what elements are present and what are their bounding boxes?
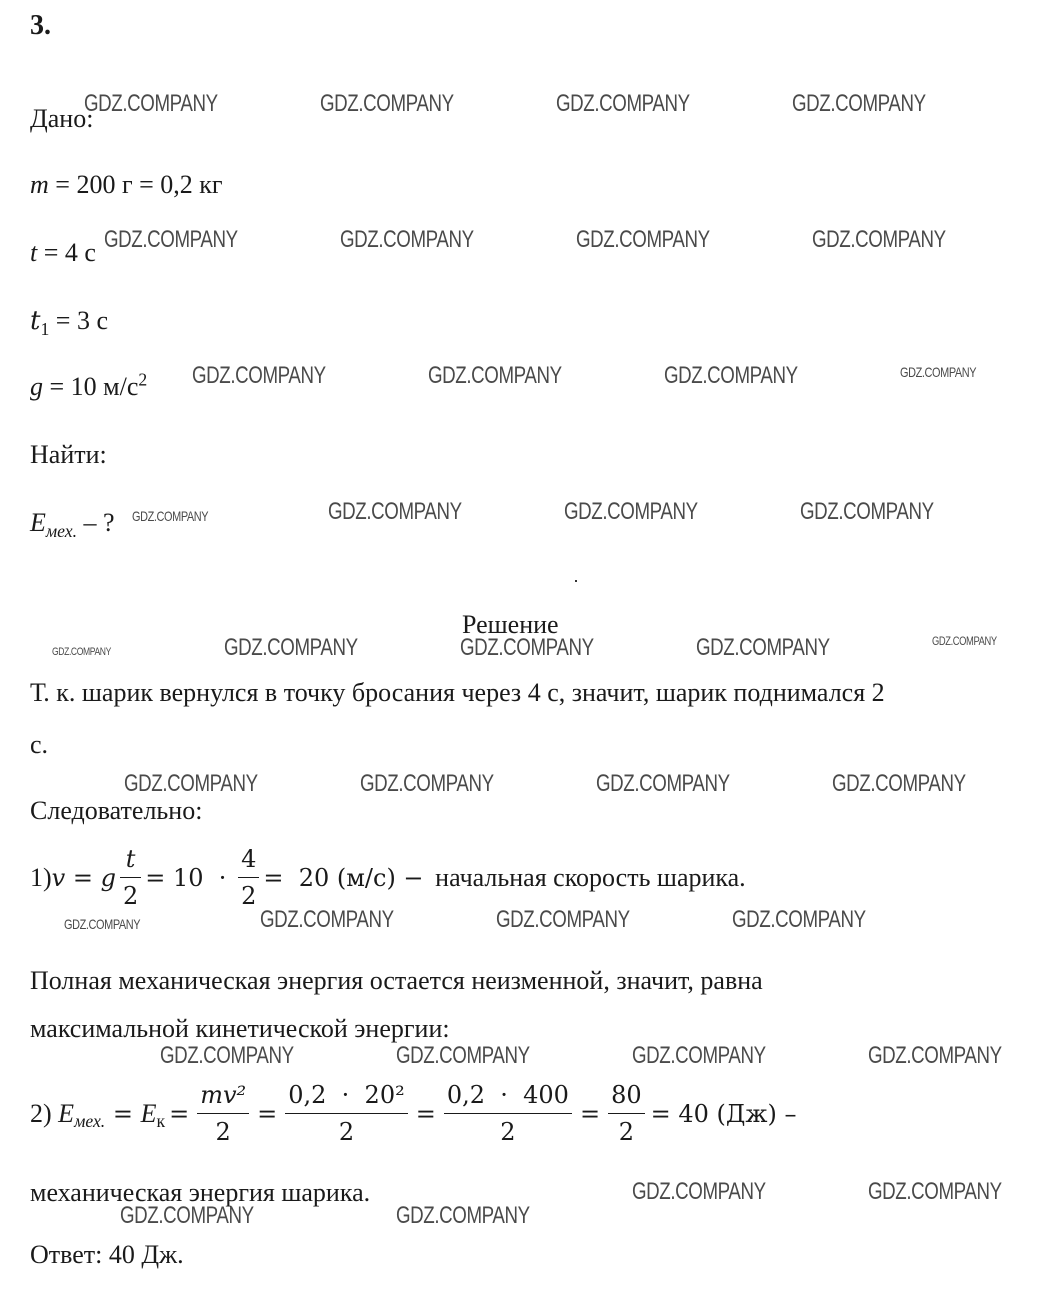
watermark: GDZ.COMPANY [396,1202,530,1229]
eq1-middle: = 10 · [145,863,235,892]
watermark: GDZ.COMPANY [664,362,798,389]
eq1-equals: = [65,863,101,892]
watermark: GDZ.COMPANY [812,226,946,253]
given-time1 [30,306,108,340]
equation-1 [30,844,746,911]
watermark: GDZ.COMPANY [360,770,494,797]
eq2-equals-2: = [169,1099,190,1128]
watermark: GDZ.COMPANY [104,226,238,253]
equation-2: 2) E мех. = E к = $\frac{\text{mv²}}{2}$ = $\frac{\text{0,2 · 20²}}{2}$ = $\frac{0,2 \cdot 400}{2}$ = $\frac{80}{2}$ = 40 (Дж) – [30,1081,797,1146]
task-number: 3. [30,10,51,41]
eq1-prefix: 1) [30,862,52,892]
eq2-fraction-mv2 [197,1080,249,1147]
eq2-energy-symbol: E [58,1098,75,1128]
eq2-equals-1: = [105,1099,141,1128]
solution-para3: механическая энергия шарика. [30,1178,371,1207]
eq1-gravity: g [100,863,116,892]
watermark: GDZ.COMPANY [900,364,977,380]
time-symbol: t [30,238,38,267]
eq1-velocity: v [51,863,66,892]
find-heading: Найти: [30,440,107,469]
given-gravity [30,369,148,402]
answer: Ответ: 40 Дж. [30,1240,184,1269]
time1-subscript: 1 [40,319,50,340]
watermark: GDZ.COMPANY [564,498,698,525]
watermark: GDZ.COMPANY [556,90,690,117]
watermark: GDZ.COMPANY [596,770,730,797]
eq2-frac1-numerator: mv² [197,1080,249,1114]
watermark: GDZ.COMPANY [696,634,830,661]
eq2-frac1-denominator: 2 [215,1118,231,1146]
eq2-frac4-denominator: 2 [618,1118,634,1146]
watermark: GDZ.COMPANY [192,362,326,389]
watermark: GDZ.COMPANY [792,90,926,117]
eq1-frac2-denominator: 2 [241,882,257,910]
watermark: GDZ.COMPANY [160,1042,294,1069]
eq2-frac2-numerator: 0,2 · 20² [285,1080,407,1114]
given-heading: Дано: [30,104,94,133]
watermark: GDZ.COMPANY [832,770,966,797]
watermark: GDZ.COMPANY [496,906,630,933]
watermark: GDZ.COMPANY [396,1042,530,1069]
eq2-fraction-80 [608,1080,645,1147]
watermark: GDZ.COMPANY [868,1042,1002,1069]
eq1-fraction-4-over-2 [238,844,259,911]
watermark: GDZ.COMPANY [328,498,462,525]
eq2-result: = 40 (Дж) – [650,1099,797,1128]
energy-symbol: E [30,508,46,537]
time1-symbol: t [30,306,41,336]
solution-heading: Решение [462,610,559,639]
gravity-superscript: 2 [138,369,148,390]
eq2-frac3-numerator: 0,2 · 400 [444,1080,572,1114]
solution-para1-line1: Т. к. шарик вернулся в точку бросания через 4 с, значит, шарик поднимался 2 [30,678,885,707]
time-value: = 4 с [37,238,96,267]
eq2-kinetic-symbol: E [140,1098,157,1128]
eq2-prefix: 2) [30,1098,59,1128]
eq1-frac1-denominator: 2 [122,882,139,910]
energy-subscript: мех. [45,521,78,542]
mass-value: = 200 г = 0,2 кг [48,170,223,199]
eq2-fraction-400 [444,1080,572,1147]
given-mass [30,170,223,200]
eq2-equals-4: = [415,1099,436,1128]
watermark: GDZ.COMPANY [52,646,111,658]
eq2-equals-3: = [257,1099,278,1128]
eq2-frac4-numerator: 80 [608,1080,645,1114]
eq1-frac2-numerator: 4 [238,844,259,878]
watermark: GDZ.COMPANY [340,226,474,253]
watermark: GDZ.COMPANY [732,906,866,933]
gravity-symbol: g [30,372,43,401]
watermark: GDZ.COMPANY [84,90,218,117]
watermark: GDZ.COMPANY [120,1202,254,1229]
watermark: GDZ.COMPANY [632,1178,766,1205]
watermark: GDZ.COMPANY [260,906,394,933]
consequently-label: Следовательно: [30,796,203,825]
watermark: GDZ.COMPANY [800,498,934,525]
watermark: GDZ.COMPANY [932,634,997,648]
eq2-frac2-denominator: 2 [338,1118,355,1146]
solution-para2-line1: Полная механическая энергия остается неизменной, значит, равна [30,966,763,995]
energy-unknown: – ? [77,508,115,537]
eq2-frac3-denominator: 2 [500,1118,516,1146]
watermark: GDZ.COMPANY [576,226,710,253]
eq1-frac1-numerator: t [120,844,141,878]
watermark: GDZ.COMPANY [132,508,209,524]
mass-symbol: m [30,170,49,199]
eq2-equals-5: = [579,1099,601,1128]
eq1-fraction-t-over-2 [120,844,141,911]
time1-value: = 3 с [49,306,108,335]
stray-dot [575,580,577,582]
given-time [30,238,96,268]
watermark: GDZ.COMPANY [64,916,141,932]
watermark: GDZ.COMPANY [224,634,358,661]
watermark: GDZ.COMPANY [124,770,258,797]
eq1-result: = 20 (м/с) − [263,863,432,892]
watermark: GDZ.COMPANY [428,362,562,389]
eq2-fraction-substitution [285,1080,407,1147]
watermark: GDZ.COMPANY [632,1042,766,1069]
watermark: GDZ.COMPANY [320,90,454,117]
watermark: GDZ.COMPANY [460,634,594,661]
watermark: GDZ.COMPANY [868,1178,1002,1205]
eq1-comment: начальная скорость шарика. [435,862,746,892]
gravity-value: = 10 м/с [43,372,139,401]
solution-para2-line2: максимальной кинетической энергии: [30,1014,450,1043]
find-energy [30,508,115,542]
solution-para1-line2: с. [30,730,49,759]
